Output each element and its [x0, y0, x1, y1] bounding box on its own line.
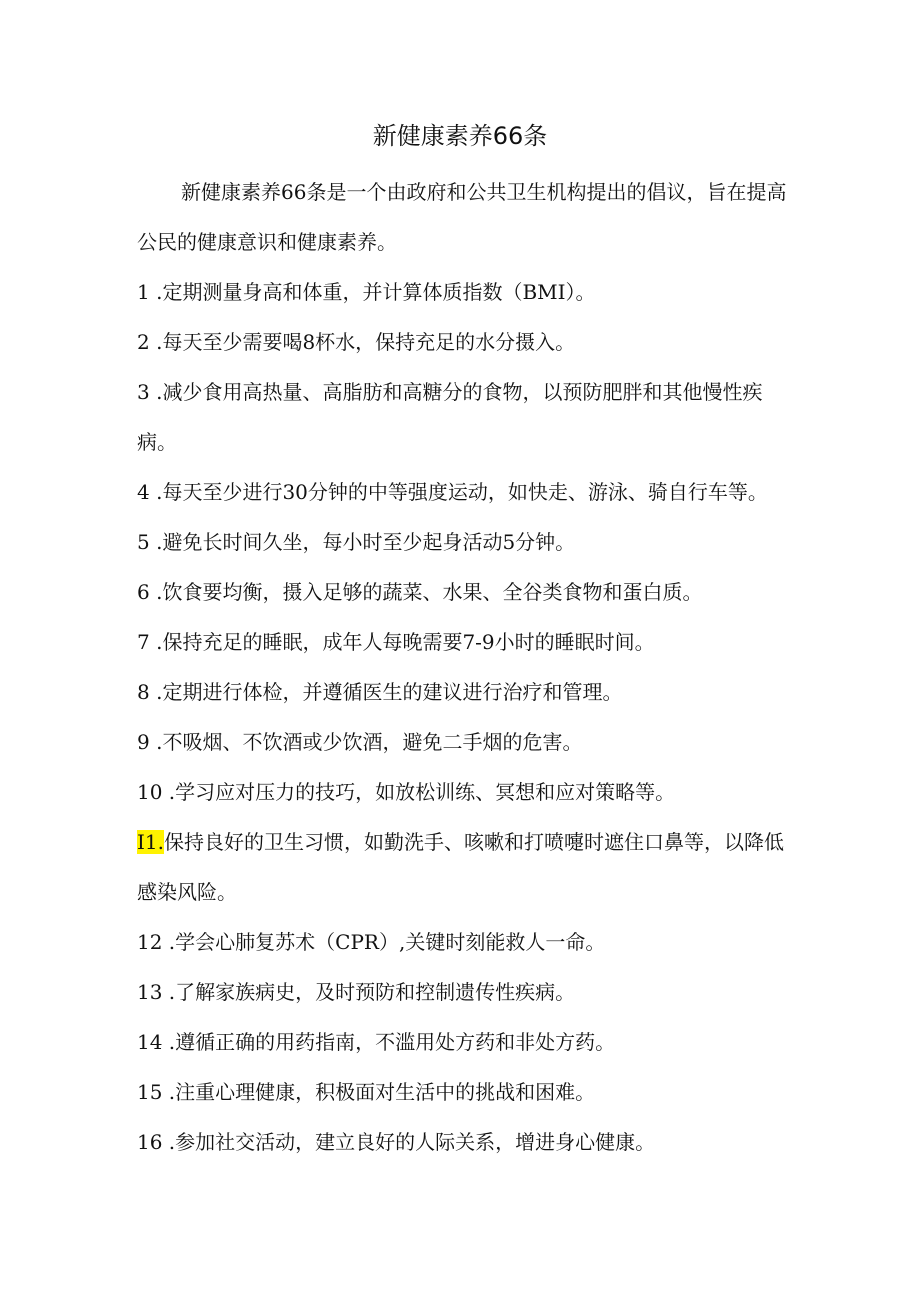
highlighted-item-number: I1.: [137, 830, 164, 854]
item-text: 每天至少需要喝8杯水，保持充足的水分摄入。: [162, 330, 576, 354]
item-text: 遵循正确的用药指南，不滥用处方药和非处方药。: [175, 1030, 616, 1054]
item-number: 1 .: [137, 280, 163, 304]
item-number: 13 .: [137, 980, 176, 1004]
list-item: [137, 517, 787, 567]
item-number: 12 .: [137, 930, 176, 954]
item-text: 定期测量身高和体重，并计算体质指数（BMI）。: [162, 280, 596, 304]
item-text: 参加社交活动，建立良好的人际关系，增进身心健康。: [175, 1130, 656, 1154]
item-number: 4 .: [137, 480, 163, 504]
item-text: 定期进行体检，并遵循医生的建议进行治疗和管理。: [162, 680, 623, 704]
list-item: [137, 967, 787, 1017]
item-number: 16 .: [137, 1130, 176, 1154]
intro-paragraph: 新健康素养66条是一个由政府和公共卫生机构提出的倡议，旨在提高公民的健康意识和健康素养。: [137, 180, 787, 254]
item-number: 6 .: [137, 580, 163, 604]
list-item: [137, 667, 787, 717]
item-text: 学习应对压力的技巧，如放松训练、冥想和应对策略等。: [175, 780, 676, 804]
list-item: [137, 717, 787, 767]
list-item: [137, 1067, 787, 1117]
item-text: 减少食用高热量、高脂肪和高糖分的食物，以预防肥胖和其他慢性疾病。: [137, 380, 763, 454]
item-list: [137, 267, 787, 1167]
document-title: 新健康素养66条: [372, 122, 548, 150]
list-item: [137, 817, 787, 917]
item-text: 保持良好的卫生习惯，如勤洗手、咳嗽和打喷嚏时遮住口鼻等，以降低感染风险。: [137, 830, 784, 904]
list-item: [137, 567, 787, 617]
item-number: 3 .: [137, 380, 163, 404]
item-number: 14 .: [137, 1030, 176, 1054]
item-text: 学会心肺复苏术（CPR）,关键时刻能救人一命。: [175, 930, 606, 954]
item-number: 5 .: [137, 530, 163, 554]
item-text: 不吸烟、不饮酒或少饮酒，避免二手烟的危害。: [162, 730, 583, 754]
list-item: [137, 617, 787, 667]
item-text: 了解家族病史，及时预防和控制遗传性疾病。: [175, 980, 576, 1004]
item-number: 9 .: [137, 730, 163, 754]
item-number: 7 .: [137, 630, 163, 654]
list-item: [137, 1017, 787, 1067]
item-number: 2 .: [137, 330, 163, 354]
list-item: [137, 1117, 787, 1167]
item-text: 每天至少进行30分钟的中等强度运动，如快走、游泳、骑自行车等。: [162, 480, 768, 504]
list-item: [137, 917, 787, 967]
item-number: 8 .: [137, 680, 163, 704]
list-item: [137, 317, 787, 367]
item-number: 10 .: [137, 780, 176, 804]
item-text: 饮食要均衡，摄入足够的蔬菜、水果、全谷类食物和蛋白质。: [162, 580, 703, 604]
list-item: [137, 467, 787, 517]
item-text: 注重心理健康，积极面对生活中的挑战和困难。: [175, 1080, 596, 1104]
list-item: [137, 767, 787, 817]
item-text: 保持充足的睡眠，成年人每晚需要7-9小时的睡眠时间。: [162, 630, 655, 654]
list-item: [137, 367, 787, 467]
item-number: 15 .: [137, 1080, 176, 1104]
item-text: 避免长时间久坐，每小时至少起身活动5分钟。: [162, 530, 576, 554]
list-item: [137, 267, 787, 317]
